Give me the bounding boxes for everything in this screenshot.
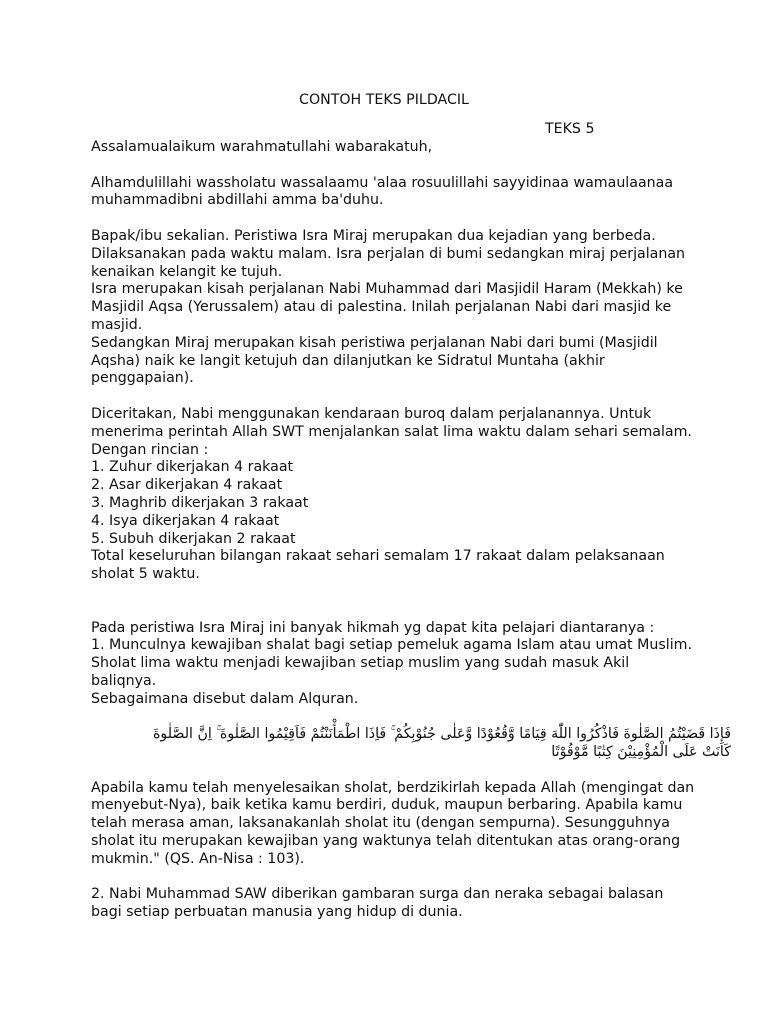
text-line: 2. Nabi Muhammad SAW diberikan gambaran surga dan neraka sebagai balasan <box>91 886 664 903</box>
text-line: Total keseluruhan bilangan rakaat sehari semalam 17 rakaat dalam pelaksanaan <box>91 548 665 565</box>
text-line: Alhamdulillahi wassholatu wassalaamu 'alaa rosuulillahi sayyidinaa wamaulaanaa <box>91 174 674 191</box>
text-line: penggapaian). <box>91 370 194 387</box>
text-line: sholat itu merupakan kewajiban yang waktunya telah ditentukan atas orang-orang <box>91 833 681 850</box>
text-line: masjid. <box>91 316 143 333</box>
text-line: Diceritakan, Nabi menggunakan kendaraan buroq dalam perjalanannya. Untuk <box>91 405 652 422</box>
translation-paragraph <box>91 780 731 869</box>
text-line: Pada peristiwa Isra Miraj ini banyak hikmah yg dapat kita pelajari diantaranya : <box>91 619 655 636</box>
opening-paragraph <box>91 175 731 211</box>
text-line: Apabila kamu telah menyelesaikan sholat, berdzikirlah kepada Allah (mengingat dan <box>91 779 695 796</box>
list-item: 3. Maghrib dikerjakan 3 rakaat <box>91 494 309 511</box>
text-line: Masjidil Aqsa (Yerussalem) atau di palestina. Inilah perjalanan Nabi dari masjid ke <box>91 299 672 316</box>
text-line: menyebut-Nya), baik ketika kamu berdiri, duduk, maupun berbaring. Apabila kamu <box>91 797 683 814</box>
document-body <box>91 139 731 922</box>
list-item: 2. Asar dikerjakan 4 rakaat <box>91 477 283 494</box>
text-line: Sedangkan Miraj merupakan kisah peristiwa perjalanan Nabi dari bumi (Masjidil <box>91 334 658 351</box>
text-line: mukmin." (QS. An-Nisa : 103). <box>91 850 305 867</box>
text-line: Bapak/ibu sekalian. Peristiwa Isra Miraj merupakan dua kejadian yang berbeda. <box>91 227 656 244</box>
document-title: CONTOH TEKS PILDACIL <box>299 92 469 108</box>
hikmah-paragraph <box>91 620 731 709</box>
teks-number-label: TEKS 5 <box>545 121 595 137</box>
buroq-paragraph <box>91 406 731 584</box>
text-line: Aqsha) naik ke langit ketujuh dan dilanjutkan ke Sidratul Muntaha (akhir <box>91 352 605 369</box>
text-line: Dilaksanakan pada waktu malam. Isra perjalan di bumi sedangkan miraj perjalanan <box>91 245 686 262</box>
arabic-verse-line: كَانَتْ عَلَى الْمُؤْمِنِيْنَ كِتٰبًا مَّوْقُوْتًا <box>551 744 731 761</box>
arabic-verse <box>91 726 731 762</box>
list-item: 4. Isya dikerjakan 4 rakaat <box>91 512 280 529</box>
text-line: telah merasa aman, laksanakanlah sholat itu (dengan sempurna). Sesungguhnya <box>91 815 670 832</box>
list-item: 1. Zuhur dikerjakan 4 rakaat <box>91 459 294 476</box>
text-line: Dengan rincian : <box>91 441 209 458</box>
arabic-verse-line: فَإِذَا قَضَيْتُمُ الصَّلٰوةَ فَاذْكُرُوا اللّٰهَ قِيَامًا وَّقُعُوْدًا وَّعَلٰى جُنُوْبِكُمْ ۚ فَاِذَا اطْمَأْنَنْتُمْ فَاَقِيْمُوا الصَّلٰوةَ ۚ اِنَّ الصَّلٰوةَ <box>152 726 731 743</box>
text-line: Isra merupakan kisah perjalanan Nabi Muhammad dari Masjidil Haram (Mekkah) ke <box>91 281 683 298</box>
point-two-paragraph <box>91 886 731 922</box>
list-item: 5. Subuh dikerjakan 2 rakaat <box>91 530 296 547</box>
text-line: Sholat lima waktu menjadi kewajiban setiap muslim yang sudah masuk Akil <box>91 655 630 672</box>
text-line: Sebagaimana disebut dalam Alquran. <box>91 690 359 707</box>
text-line: kenaikan kelangit ke tujuh. <box>91 263 283 280</box>
text-line: sholat 5 waktu. <box>91 566 200 583</box>
text-line: bagi setiap perbuatan manusia yang hidup di dunia. <box>91 904 463 921</box>
text-line: 1. Munculnya kewajiban shalat bagi setiap pemeluk agama Islam atau umat Muslim. <box>91 637 692 654</box>
salam-line: Assalamualaikum warahmatullahi wabarakatuh, <box>91 139 433 155</box>
text-line: baliqnya. <box>91 672 157 689</box>
isra-miraj-paragraph <box>91 228 731 388</box>
text-line: menerima perintah Allah SWT menjalankan salat lima waktu dalam sehari semalam. <box>91 423 692 440</box>
text-line: muhammadibni abdillahi amma ba'duhu. <box>91 192 384 209</box>
